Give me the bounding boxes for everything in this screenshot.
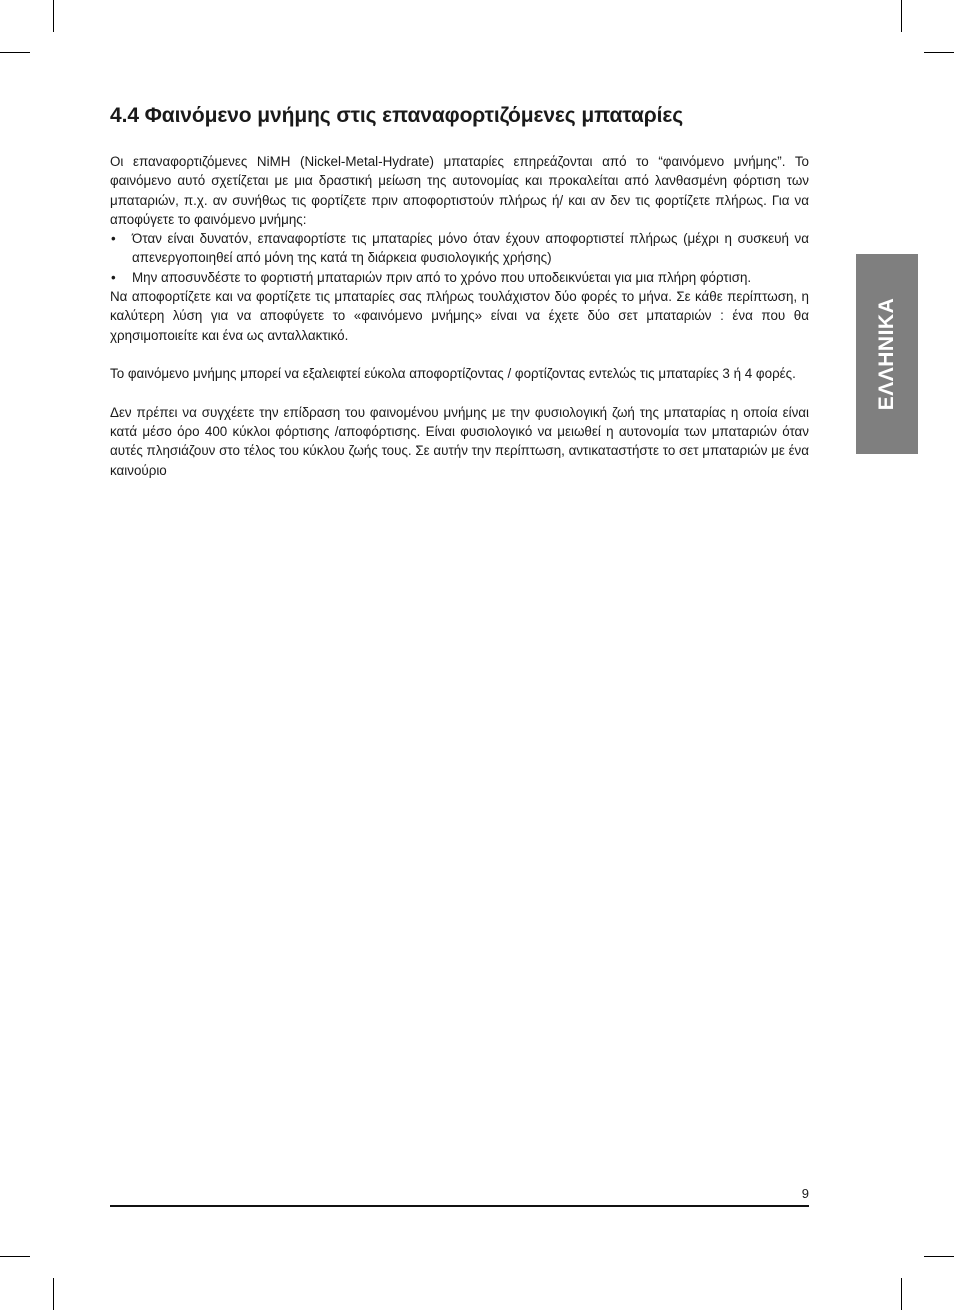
crop-mark xyxy=(0,1256,30,1257)
language-tab xyxy=(856,254,918,454)
list-item xyxy=(110,268,809,287)
bullet-icon: • xyxy=(111,231,116,247)
bullet-list xyxy=(110,229,809,287)
section-title: 4.4 Φαινόμενο μνήμης στις επαναφορτιζόμενες μπαταρίες xyxy=(110,104,684,127)
crop-mark xyxy=(53,1278,54,1310)
list-item-text: Μην αποσυνδέστε το φορτιστή μπαταριών πριν από το χρόνο που υποδεικνύεται για μια πλήρη φόρτιση. xyxy=(132,269,752,285)
crop-mark xyxy=(924,1256,954,1257)
crop-mark xyxy=(901,1278,902,1310)
list-item-text: Όταν είναι δυνατόν, επαναφορτίστε τις μπαταρίες μόνο όταν έχουν αποφορτιστεί πλήρως (μέχρι η συσκευή να απενεργοποιηθεί από μόνη της κατά τη διάρκεια φυσιολογικής χρήσης) xyxy=(132,231,809,266)
lifespan-paragraph: Δεν πρέπει να συγχέετε την επίδραση του φαινομένου μνήμης με την φυσιολογική ζωή της μπαταρίας η οποία είναι κατά μέσο όρο 400 κύκλοι φόρτισης /αποφόρτισης. Είναι φυσιολογικό να μειωθεί η αυτονομία των μπαταριών όταν αυτές πλησιάζουν στο τέλος του κύκλου ζωής τους. Σε αυτήν την περίπτωση, αντικαταστήστε το σετ μπαταριών με ένα καινούριο xyxy=(110,404,809,478)
page-content xyxy=(110,104,809,480)
list-item xyxy=(110,229,809,268)
crop-mark xyxy=(924,52,954,53)
language-tab-label: ΕΛΛΗΝΙΚΑ xyxy=(875,297,898,411)
footer-rule xyxy=(110,1205,809,1207)
advice-paragraph: Να αποφορτίζετε και να φορτίζετε τις μπαταρίες σας πλήρως τουλάχιστον δύο φορές το μήνα. Σε κάθε περίπτωση, η καλύτερη λύση για να αποφύγετε το «φαινόμενο μνήμης» είναι να έχετε δύο σετ μπαταριών : ένα που θα χρησιμοποιείτε και ένα ως ανταλλακτικό. xyxy=(110,289,809,343)
crop-mark xyxy=(901,0,902,32)
page-number: 9 xyxy=(801,1186,809,1201)
crop-mark xyxy=(53,0,54,32)
removal-paragraph: Το φαινόμενο μνήμης μπορεί να εξαλειφτεί εύκολα αποφορτίζοντας / φορτίζοντας εντελώς τις μπαταρίες 3 ή 4 φορές. xyxy=(110,366,796,382)
intro-paragraph: Οι επαναφορτιζόμενες NiMH (Nickel-Metal-Hydrate) μπαταρίες επηρεάζονται από το “φαινόμενο μνήμης”. Το φαινόμενο αυτό σχετίζεται με μια δραστική μείωση της αυτονομίας και προκαλείται από λανθασμένη φόρτιση των μπαταριών, π.χ. αν συνήθως τις φορτίζετε πριν αποφορτιστούν πλήρως ή/ και αν δεν τις φορτίζετε πλήρως. Για να αποφύγετε το φαινόμενο μνήμης: xyxy=(110,154,809,227)
crop-mark xyxy=(0,52,30,53)
bullet-icon: • xyxy=(111,269,116,285)
